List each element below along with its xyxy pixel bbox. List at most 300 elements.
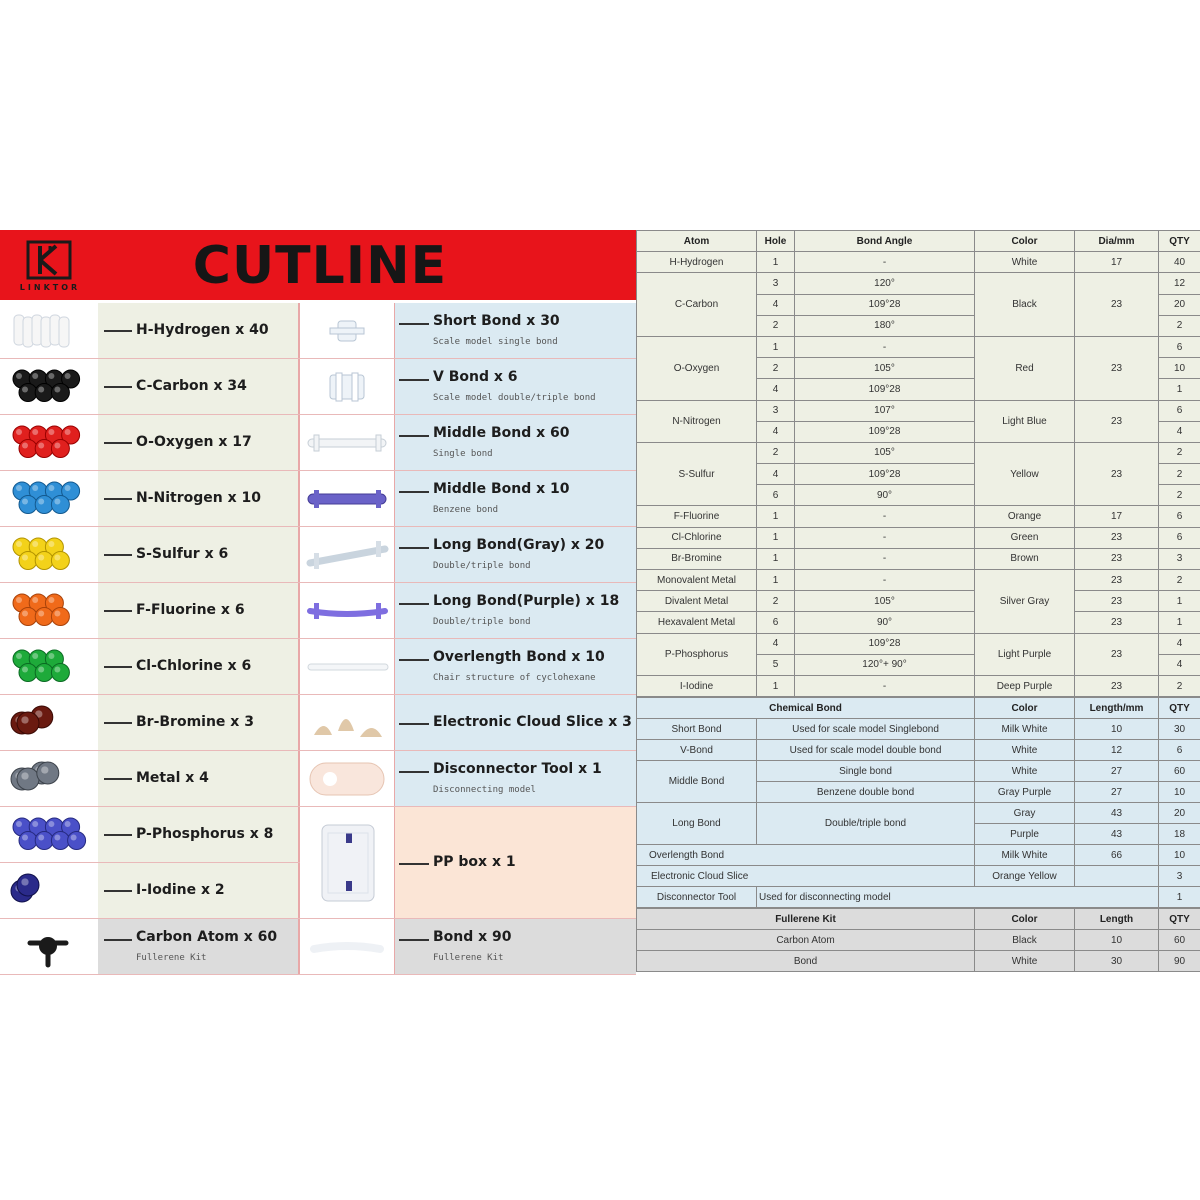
leader-line <box>104 666 132 668</box>
atom-label: F-Fluorine x 6 <box>136 602 245 618</box>
bond-list-item <box>300 415 636 471</box>
leader-line <box>104 386 132 388</box>
cell: Monovalent Metal <box>637 570 757 591</box>
cell: - <box>795 336 975 357</box>
brand-name: LINKTOR <box>19 283 81 292</box>
cell: 90° <box>795 485 975 506</box>
bond-label: Electronic Cloud Slice x 3 <box>433 714 632 730</box>
nitrogen-atoms-icon <box>0 471 98 527</box>
atom-picture <box>0 471 98 526</box>
cell: 105° <box>795 591 975 612</box>
atom-label: Br-Bromine x 3 <box>136 714 254 730</box>
cell: 2 <box>757 442 795 463</box>
cell: Gray Purple <box>975 782 1075 803</box>
cell: 2 <box>1159 675 1200 696</box>
iodine-atoms-icon <box>0 863 98 919</box>
cell: Milk White <box>975 719 1075 740</box>
bond-picture <box>300 695 395 750</box>
cell: 10 <box>1159 845 1200 866</box>
table-header-row <box>637 698 1200 719</box>
overlength-bond-icon <box>300 639 395 695</box>
cell: Long Bond <box>637 803 757 845</box>
cell: 4 <box>757 421 795 442</box>
bond-picture <box>300 919 395 974</box>
bond-label-cell <box>395 471 636 526</box>
cell: Yellow <box>975 442 1075 506</box>
cell: 10 <box>1075 719 1159 740</box>
bond-label: V Bond x 6 <box>433 369 518 385</box>
cell: H-Hydrogen <box>637 252 757 273</box>
cell: Milk White <box>975 845 1075 866</box>
cell: White <box>975 761 1075 782</box>
cell: 4 <box>1159 421 1200 442</box>
bond-label: PP box x 1 <box>433 854 516 870</box>
bond-label: Short Bond x 30 <box>433 313 560 329</box>
cell: 2 <box>1159 464 1200 485</box>
table-row <box>637 336 1200 357</box>
leader-line <box>399 603 429 605</box>
cell: 3 <box>1159 548 1200 569</box>
cell: N-Nitrogen <box>637 400 757 442</box>
cell: White <box>975 252 1075 273</box>
cell: Black <box>975 930 1075 951</box>
cell: 10 <box>1159 782 1200 803</box>
cell: 6 <box>757 612 795 633</box>
cell: 180° <box>795 315 975 336</box>
atom-label: S-Sulfur x 6 <box>136 546 229 562</box>
col-length: Length <box>1075 909 1159 930</box>
bond-picture <box>300 415 395 470</box>
atom-list-item <box>0 863 300 919</box>
long-bond-purple-icon <box>300 583 395 639</box>
cell: White <box>975 740 1075 761</box>
cell: 23 <box>1075 442 1159 506</box>
bond-picture <box>300 303 395 358</box>
cell: 43 <box>1075 803 1159 824</box>
table-row <box>637 612 1200 633</box>
atom-label: Cl-Chlorine x 6 <box>136 658 252 674</box>
phosphorus-atoms-icon <box>0 807 98 863</box>
cell: 12 <box>1159 273 1200 294</box>
cell: 4 <box>757 379 795 400</box>
cell: 109°28 <box>795 464 975 485</box>
cell: 40 <box>1159 252 1200 273</box>
bond-label: Bond x 90 <box>433 929 512 945</box>
table-row <box>637 951 1200 972</box>
leader-line <box>104 722 132 724</box>
cell: 2 <box>757 591 795 612</box>
bond-list-item <box>300 919 636 975</box>
cell: - <box>795 252 975 273</box>
cell: 23 <box>1075 612 1159 633</box>
cell: 1 <box>1159 591 1200 612</box>
atom-label-cell <box>98 527 300 582</box>
cell: - <box>795 675 975 696</box>
cell: 17 <box>1075 252 1159 273</box>
col-qty: QTY <box>1159 231 1200 252</box>
atom-list-item <box>0 527 300 583</box>
atom-label: N-Nitrogen x 10 <box>136 490 262 506</box>
cell: 23 <box>1075 633 1159 675</box>
atom-picture <box>0 303 98 358</box>
atom-sublabel: Fullerene Kit <box>136 953 207 963</box>
sulfur-atoms-icon <box>0 527 98 583</box>
cell: Purple <box>975 824 1075 845</box>
atom-label-cell <box>98 751 300 806</box>
table-row <box>637 740 1200 761</box>
cell: 5 <box>757 654 795 675</box>
atom-label-cell <box>98 471 300 526</box>
bond-list-item <box>300 359 636 415</box>
bond-picture <box>300 471 395 526</box>
cell: Divalent Metal <box>637 591 757 612</box>
cell: 2 <box>1159 315 1200 336</box>
cell: Deep Purple <box>975 675 1075 696</box>
cell: S-Sulfur <box>637 442 757 506</box>
cell: - <box>795 527 975 548</box>
cell: Black <box>975 273 1075 337</box>
bond-label-cell <box>395 583 636 638</box>
cell: 30 <box>1159 719 1200 740</box>
bond-picture <box>300 639 395 694</box>
cell: 27 <box>1075 761 1159 782</box>
short-bond-icon <box>300 303 395 359</box>
bond-label-cell <box>395 359 636 414</box>
col-qty: QTY <box>1159 909 1200 930</box>
table-row <box>637 591 1200 612</box>
cell: Orange <box>975 506 1075 527</box>
cell: 90 <box>1159 951 1200 972</box>
table-header-row <box>637 231 1200 252</box>
cell: Used for disconnecting model <box>757 887 1159 908</box>
atom-label: P-Phosphorus x 8 <box>136 826 274 842</box>
atom-table <box>636 230 1200 697</box>
atom-list-item <box>0 471 300 527</box>
cell: 109°28 <box>795 633 975 654</box>
col-qty: QTY <box>1159 698 1200 719</box>
table-row <box>637 887 1200 908</box>
bond-picture <box>300 807 395 918</box>
cell: Gray <box>975 803 1075 824</box>
oxygen-atoms-icon <box>0 415 98 471</box>
cell: - <box>795 506 975 527</box>
carbon-atoms-icon <box>0 359 98 415</box>
cutline-sheet <box>0 230 1200 972</box>
atom-list-item <box>0 639 300 695</box>
cell: 105° <box>795 358 975 379</box>
cell: 23 <box>1075 548 1159 569</box>
cell: Br-Bromine <box>637 548 757 569</box>
leader-line <box>399 491 429 493</box>
col-bond-angle: Bond Angle <box>795 231 975 252</box>
table-row <box>637 527 1200 548</box>
leader-line <box>399 771 429 773</box>
leader-line <box>399 863 429 865</box>
bond-sublabel: Double/triple bond <box>433 617 531 627</box>
bond-label-cell <box>395 415 636 470</box>
cell: Brown <box>975 548 1075 569</box>
atom-label-cell <box>98 695 300 750</box>
atom-picture <box>0 807 98 862</box>
cell: Overlength Bond <box>637 845 975 866</box>
cell: 1 <box>757 336 795 357</box>
atom-picture <box>0 359 98 414</box>
leader-line <box>104 890 132 892</box>
middle-bond-icon <box>300 415 395 471</box>
cell: Single bond <box>757 761 975 782</box>
leader-line <box>399 323 429 325</box>
cell: 23 <box>1075 570 1159 591</box>
cell: Used for scale model Singlebond <box>757 719 975 740</box>
cell: 1 <box>757 548 795 569</box>
atom-picture <box>0 695 98 750</box>
table-row <box>637 570 1200 591</box>
table-row <box>637 506 1200 527</box>
cell: 30 <box>1075 951 1159 972</box>
cell: 23 <box>1075 400 1159 442</box>
bond-picture <box>300 359 395 414</box>
bond-list-item <box>300 695 636 751</box>
bond-label: Long Bond(Gray) x 20 <box>433 537 605 553</box>
table-row <box>637 675 1200 696</box>
cell: V-Bond <box>637 740 757 761</box>
cell: 23 <box>1075 273 1159 337</box>
cell: 2 <box>1159 485 1200 506</box>
atom-picture <box>0 919 98 974</box>
table-row <box>637 400 1200 421</box>
leader-line <box>104 330 132 332</box>
bond-label-cell <box>395 527 636 582</box>
atom-list-item <box>0 583 300 639</box>
table-row <box>637 548 1200 569</box>
atom-label-cell <box>98 919 300 974</box>
col-chemical-bond: Chemical Bond <box>637 698 975 719</box>
bond-list-item <box>300 639 636 695</box>
cell: 6 <box>1159 740 1200 761</box>
atom-label-cell <box>98 639 300 694</box>
bond-sublabel: Chair structure of cyclohexane <box>433 673 596 683</box>
col-hole: Hole <box>757 231 795 252</box>
bond-label: Long Bond(Purple) x 18 <box>433 593 620 609</box>
table-row <box>637 930 1200 951</box>
cell: Light Purple <box>975 633 1075 675</box>
col-atom: Atom <box>637 231 757 252</box>
bond-table <box>636 697 1200 908</box>
benzene-bond-icon <box>300 471 395 527</box>
cell: 23 <box>1075 336 1159 400</box>
bond-sublabel: Benzene bond <box>433 505 499 515</box>
metal-atoms-icon <box>0 751 98 807</box>
cell: 6 <box>1159 400 1200 421</box>
disconnector-tool-icon <box>300 751 395 807</box>
cell: Light Blue <box>975 400 1075 442</box>
fullerene-carbon-icon <box>0 919 98 975</box>
cell: 6 <box>1159 506 1200 527</box>
fullerene-bond-icon <box>300 919 395 975</box>
cell: 10 <box>1075 930 1159 951</box>
bond-label: Middle Bond x 10 <box>433 481 570 497</box>
bond-sublabel: Double/triple bond <box>433 561 531 571</box>
table-row <box>637 866 1200 887</box>
bond-sublabel: Scale model double/triple bond <box>433 393 596 403</box>
bond-list-item <box>300 303 636 359</box>
atom-list-item <box>0 359 300 415</box>
cell: 43 <box>1075 824 1159 845</box>
atom-list-item <box>0 751 300 807</box>
table-header-row <box>637 909 1200 930</box>
cell: 2 <box>1159 442 1200 463</box>
cell: Red <box>975 336 1075 400</box>
cell: 23 <box>1075 527 1159 548</box>
bond-label-cell <box>395 807 636 918</box>
bond-label-cell <box>395 303 636 358</box>
atom-label-cell <box>98 359 300 414</box>
atom-list-item <box>0 415 300 471</box>
bond-label: Disconnector Tool x 1 <box>433 761 602 777</box>
cell: 2 <box>757 358 795 379</box>
atom-label: Metal x 4 <box>136 770 209 786</box>
cell: Short Bond <box>637 719 757 740</box>
cell: 4 <box>757 294 795 315</box>
v-bond-icon <box>300 359 395 415</box>
leader-line <box>104 442 132 444</box>
cell: 1 <box>757 252 795 273</box>
cell: - <box>795 548 975 569</box>
electron-cloud-icon <box>300 695 395 751</box>
parts-panel <box>0 230 636 972</box>
cell: 3 <box>1159 866 1200 887</box>
cell: 2 <box>1159 570 1200 591</box>
table-row <box>637 633 1200 654</box>
bond-label: Middle Bond x 60 <box>433 425 570 441</box>
cell: 66 <box>1075 845 1159 866</box>
leader-line <box>104 610 132 612</box>
table-row <box>637 719 1200 740</box>
cell: 23 <box>1075 675 1159 696</box>
bond-picture <box>300 527 395 582</box>
cell: 1 <box>1159 379 1200 400</box>
cell: 1 <box>757 506 795 527</box>
cell: White <box>975 951 1075 972</box>
cell: 4 <box>1159 633 1200 654</box>
bond-sublabel: Disconnecting model <box>433 785 536 795</box>
cell <box>1075 866 1159 887</box>
cell: Electronic Cloud Slice <box>637 866 975 887</box>
cell: 20 <box>1159 294 1200 315</box>
atom-label: H-Hydrogen x 40 <box>136 322 269 338</box>
bond-sublabel: Single bond <box>433 449 493 459</box>
cell: 120°+ 90° <box>795 654 975 675</box>
cell: Used for scale model double bond <box>757 740 975 761</box>
table-row <box>637 442 1200 463</box>
atom-picture <box>0 415 98 470</box>
cell: 120° <box>795 273 975 294</box>
leader-line <box>104 834 132 836</box>
cell: Benzene double bond <box>757 782 975 803</box>
col-color: Color <box>975 698 1075 719</box>
bond-label-cell <box>395 695 636 750</box>
bond-list-item <box>300 583 636 639</box>
atom-picture <box>0 583 98 638</box>
atom-picture <box>0 751 98 806</box>
cell: Bond <box>637 951 975 972</box>
cell: Hexavalent Metal <box>637 612 757 633</box>
leader-line <box>399 723 429 725</box>
atom-picture <box>0 527 98 582</box>
leader-line <box>104 778 132 780</box>
bond-list-item <box>300 471 636 527</box>
cell: 4 <box>1159 654 1200 675</box>
page-title: CUTLINE <box>192 236 448 296</box>
cell: Middle Bond <box>637 761 757 803</box>
atom-list-item <box>0 919 300 975</box>
cell: 18 <box>1159 824 1200 845</box>
atom-list-item <box>0 807 300 863</box>
cell: O-Oxygen <box>637 336 757 400</box>
cell: 4 <box>757 464 795 485</box>
bond-label-cell <box>395 639 636 694</box>
cell: Double/triple bond <box>757 803 975 845</box>
bond-label-cell <box>395 751 636 806</box>
atom-picture <box>0 639 98 694</box>
cell: 107° <box>795 400 975 421</box>
cell: 1 <box>757 570 795 591</box>
table-row <box>637 273 1200 294</box>
bond-list-item <box>300 751 636 807</box>
cell: 105° <box>795 442 975 463</box>
atom-label: C-Carbon x 34 <box>136 378 247 394</box>
cell: 109°28 <box>795 379 975 400</box>
cell: Disconnector Tool <box>637 887 757 908</box>
table-row <box>637 803 1200 824</box>
bond-label-cell <box>395 919 636 974</box>
leader-line <box>104 554 132 556</box>
table-row <box>637 761 1200 782</box>
pp-box-icon <box>300 807 395 919</box>
leader-line <box>399 659 429 661</box>
col-color: Color <box>975 231 1075 252</box>
atom-label-cell <box>98 863 300 918</box>
col-color: Color <box>975 909 1075 930</box>
leader-line <box>399 939 429 941</box>
cell: Orange Yellow <box>975 866 1075 887</box>
cell: 20 <box>1159 803 1200 824</box>
col-fullerene-kit: Fullerene Kit <box>637 909 975 930</box>
cell: F-Fluorine <box>637 506 757 527</box>
cell: 3 <box>757 400 795 421</box>
cell: Cl-Chlorine <box>637 527 757 548</box>
bond-picture <box>300 751 395 806</box>
long-bond-gray-icon <box>300 527 395 583</box>
cell: 1 <box>1159 612 1200 633</box>
linktor-logo-icon <box>26 240 72 280</box>
leader-line <box>399 435 429 437</box>
cell: 109°28 <box>795 421 975 442</box>
bond-list-item <box>300 807 636 919</box>
cell: 60 <box>1159 761 1200 782</box>
spec-tables <box>636 230 1200 972</box>
chlorine-atoms-icon <box>0 639 98 695</box>
atom-label: O-Oxygen x 17 <box>136 434 252 450</box>
bond-list-item <box>300 527 636 583</box>
atom-list-item <box>0 303 300 359</box>
fullerene-table <box>636 908 1200 972</box>
cell: 3 <box>757 273 795 294</box>
table-row <box>637 845 1200 866</box>
cell: 60 <box>1159 930 1200 951</box>
atom-label: Carbon Atom x 60 <box>136 929 278 945</box>
bond-sublabel: Scale model single bond <box>433 337 558 347</box>
